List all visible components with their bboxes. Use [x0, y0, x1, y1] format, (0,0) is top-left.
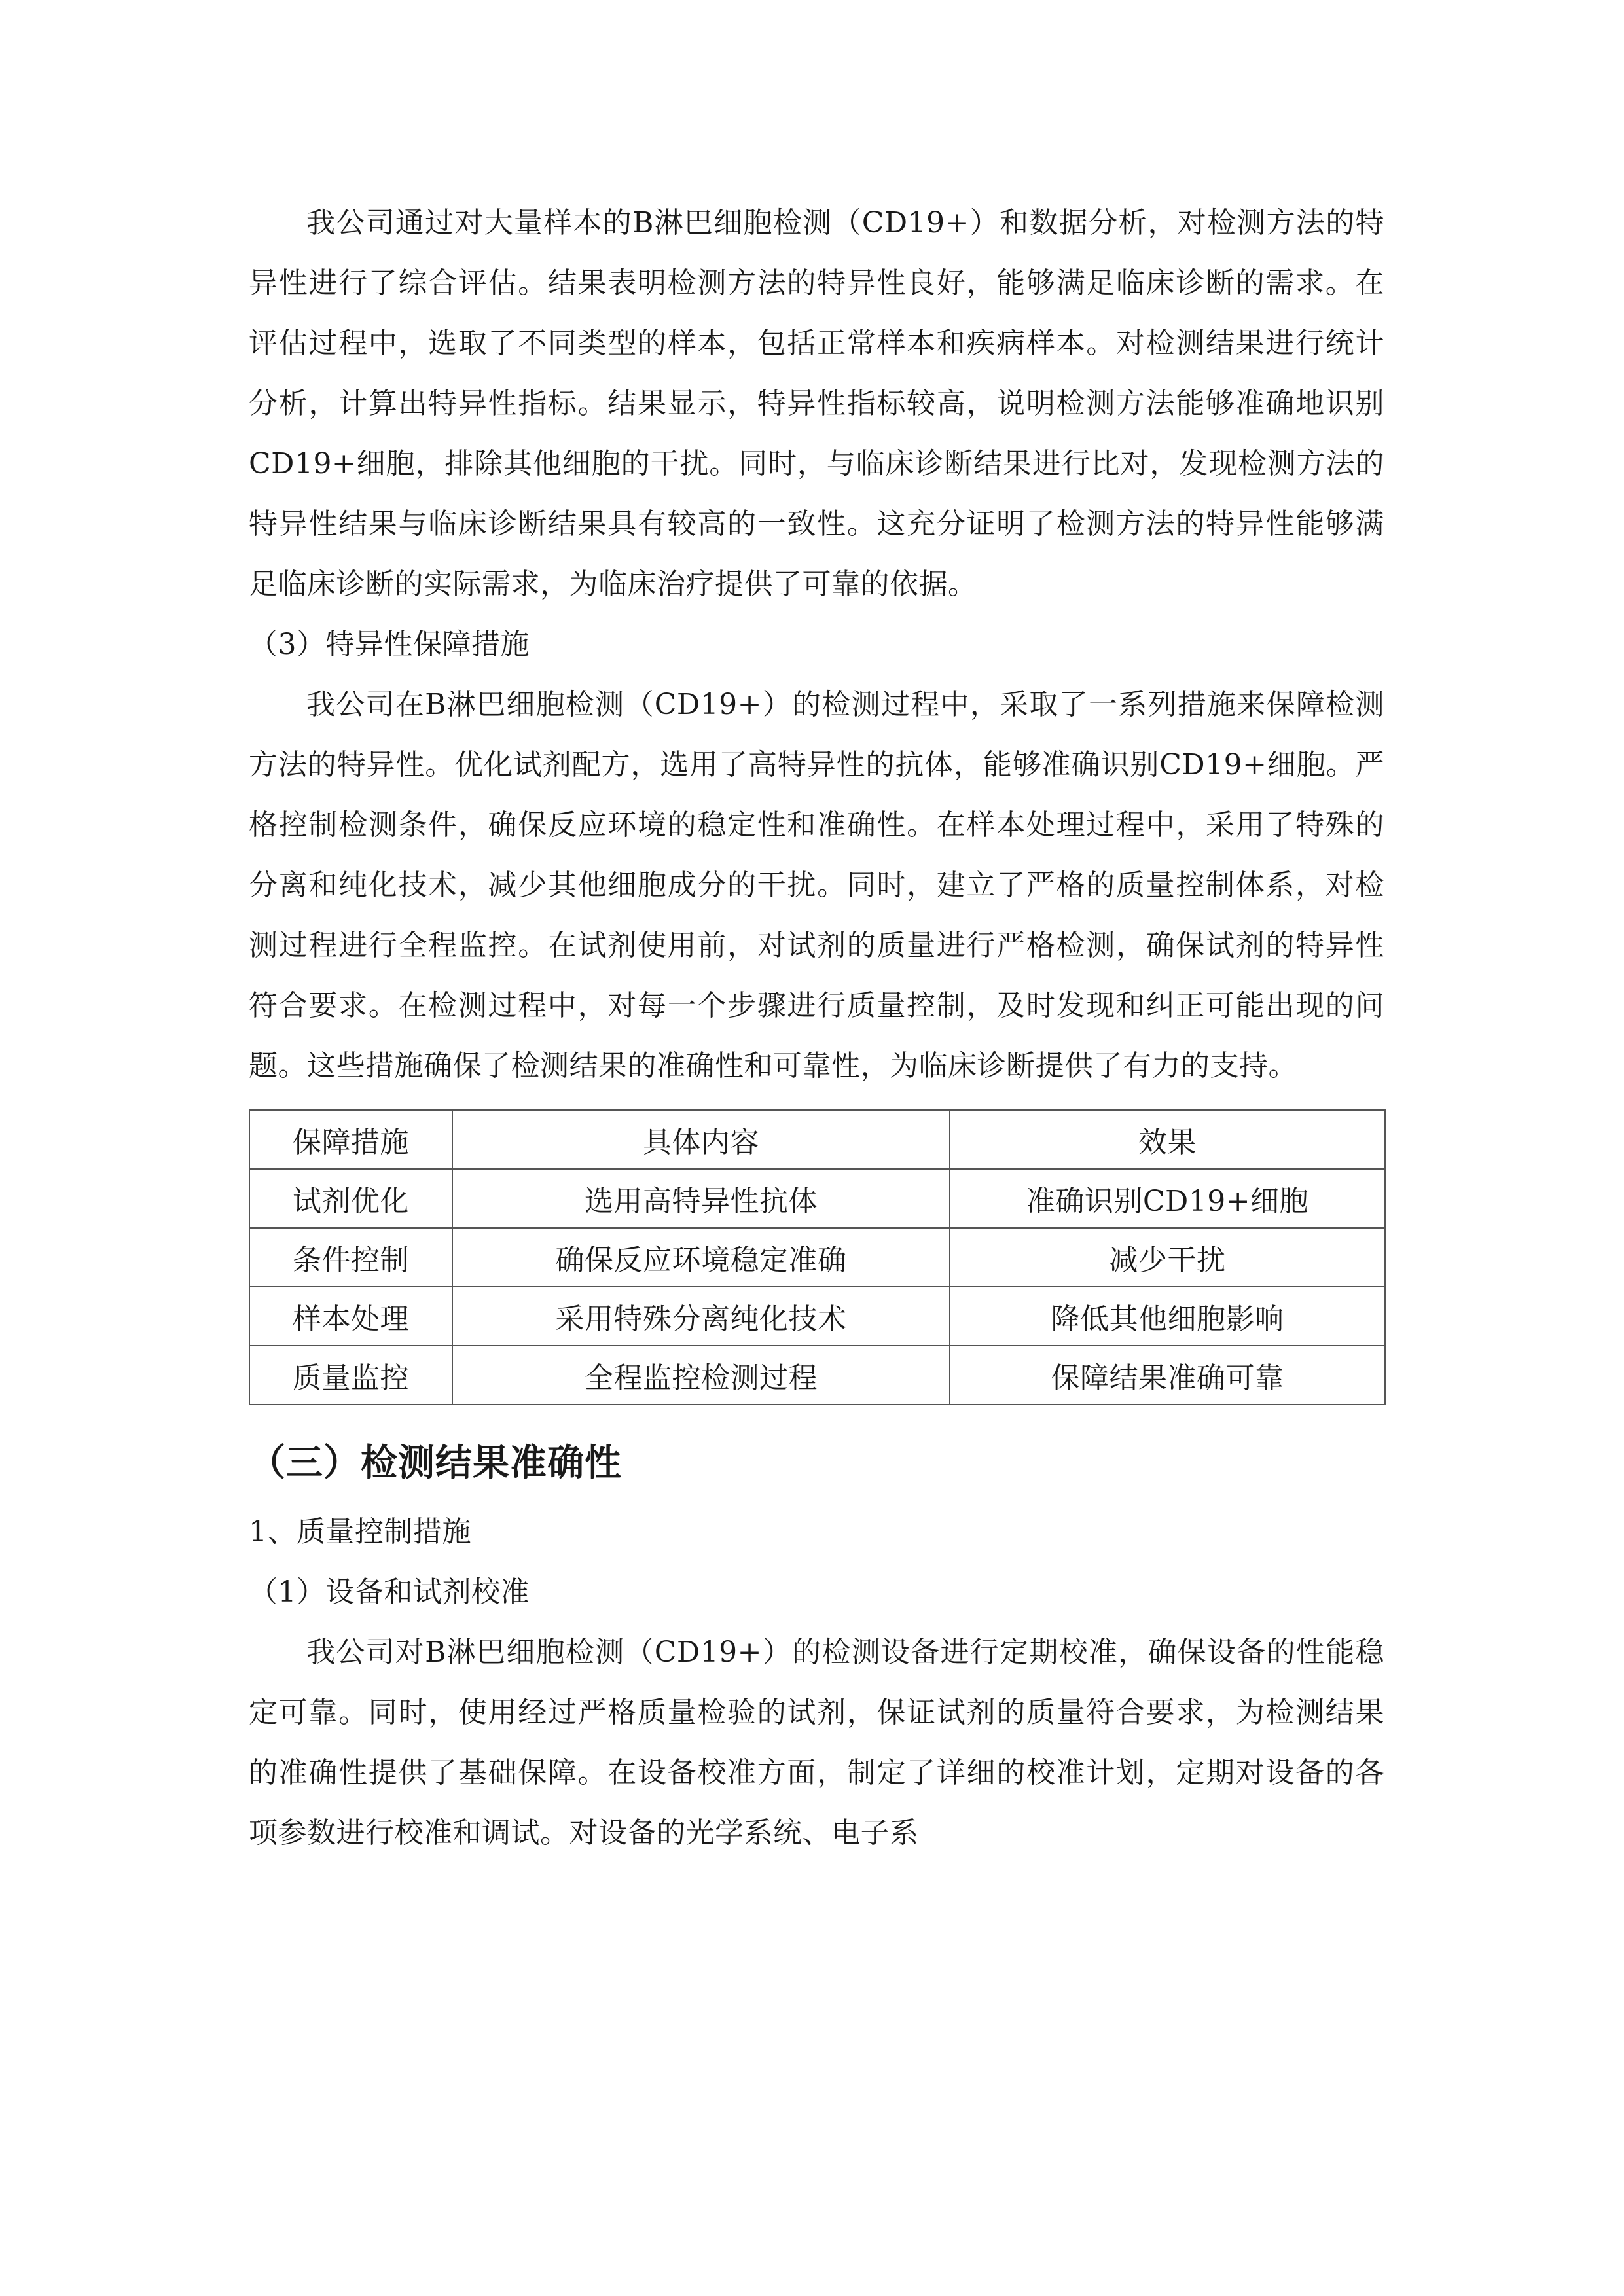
table-header-row: [249, 1110, 1385, 1169]
paragraph-calibration: 我公司对B淋巴细胞检测（CD19+）的检测设备进行定期校准，确保设备的性能稳定可靠。同时，使用经过严格质量检验的试剂，保证试剂的质量符合要求，为检测结果的准确性提供了基础保障。在设备校准方面，制定了详细的校准计划，定期对设备的各项参数进行校准和调试。对设备的光学系统、电子系: [249, 1636, 1384, 1850]
subheading-quality-control: 1、质量控制措施: [249, 1515, 471, 1549]
measures-table: [249, 1109, 1386, 1405]
section-heading-accuracy: （三）检测结果准确性: [249, 1441, 622, 1484]
table-cell: 降低其他细胞影响: [950, 1287, 1385, 1346]
table-row: [249, 1169, 1385, 1228]
table-cell: 准确识别CD19+细胞: [950, 1169, 1385, 1228]
table-row: [249, 1346, 1385, 1405]
table-cell: 条件控制: [249, 1228, 452, 1287]
subheading-calibration: （1）设备和试剂校准: [249, 1575, 530, 1609]
table-cell: 质量监控: [249, 1346, 452, 1405]
table-cell: 选用高特异性抗体: [452, 1169, 950, 1228]
table-header-cell: 效果: [950, 1110, 1385, 1169]
table-cell: 确保反应环境稳定准确: [452, 1228, 950, 1287]
table-cell: 采用特殊分离纯化技术: [452, 1287, 950, 1346]
table-cell: 减少干扰: [950, 1228, 1385, 1287]
subheading-specificity-measures: （3）特异性保障措施: [249, 628, 530, 661]
table-row: [249, 1228, 1385, 1287]
paragraph-specificity-evaluation: 我公司通过对大量样本的B淋巴细胞检测（CD19+）和数据分析，对检测方法的特异性进行了综合评估。结果表明检测方法的特异性良好，能够满足临床诊断的需求。在评估过程中，选取了不同类型的样本，包括正常样本和疾病样本。对检测结果进行统计分析，计算出特异性指标。结果显示，特异性指标较高，说明检测方法能够准确地识别CD19+细胞，排除其他细胞的干扰。同时，与临床诊断结果进行比对，发现检测方法的特异性结果与临床诊断结果具有较高的一致性。这充分证明了检测方法的特异性能够满足临床诊断的实际需求，为临床治疗提供了可靠的依据。: [249, 206, 1384, 601]
document-page: [249, 193, 1384, 1863]
table-cell: 样本处理: [249, 1287, 452, 1346]
paragraph-specificity-measures: 我公司在B淋巴细胞检测（CD19+）的检测过程中，采取了一系列措施来保障检测方法的特异性。优化试剂配方，选用了高特异性的抗体，能够准确识别CD19+细胞。严格控制检测条件，确保反应环境的稳定性和准确性。在样本处理过程中，采用了特殊的分离和纯化技术，减少其他细胞成分的干扰。同时，建立了严格的质量控制体系，对检测过程进行全程监控。在试剂使用前，对试剂的质量进行严格检测，确保试剂的特异性符合要求。在检测过程中，对每一个步骤进行质量控制，及时发现和纠正可能出现的问题。这些措施确保了检测结果的准确性和可靠性，为临床诊断提供了有力的支持。: [249, 688, 1384, 1083]
table-cell: 全程监控检测过程: [452, 1346, 950, 1405]
table-cell: 保障结果准确可靠: [950, 1346, 1385, 1405]
table-header-cell: 保障措施: [249, 1110, 452, 1169]
table-row: [249, 1287, 1385, 1346]
table-header-cell: 具体内容: [452, 1110, 950, 1169]
table-cell: 试剂优化: [249, 1169, 452, 1228]
